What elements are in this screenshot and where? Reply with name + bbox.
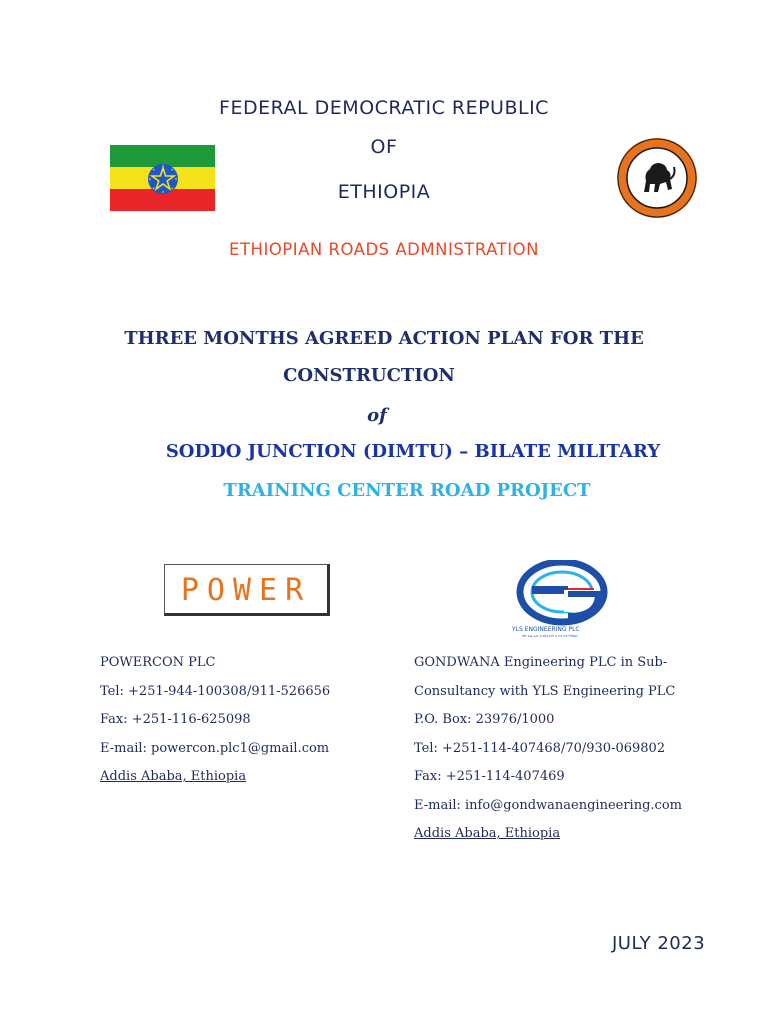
yls-logo-caption: YLS ENGINEERING PLC bbox=[512, 626, 580, 633]
header-line-1: FEDERAL DEMOCRATIC REPUBLIC bbox=[219, 97, 549, 119]
left-fax: Fax: +251-116-625098 bbox=[100, 712, 251, 727]
powercon-logo-text: POWER bbox=[180, 573, 312, 608]
left-tel: Tel: +251-944-100308/911-526656 bbox=[100, 684, 331, 699]
title-line-4: TRAINING CENTER ROAD PROJECT bbox=[223, 480, 591, 501]
right-email: E-mail: info@gondwanaengineering.com bbox=[414, 798, 682, 813]
left-company: POWERCON PLC bbox=[100, 655, 216, 670]
star-pentagram-icon bbox=[148, 164, 178, 194]
title-of: of bbox=[367, 405, 387, 426]
title-line-3: SODDO JUNCTION (DIMTU) – BILATE MILITARY bbox=[165, 441, 661, 462]
right-pobox: P.O. Box: 23976/1000 bbox=[414, 712, 555, 727]
right-city: Addis Ababa, Ethiopia bbox=[414, 826, 561, 841]
agency-name: ETHIOPIAN ROADS ADMNISTRATION bbox=[229, 240, 539, 259]
header-line-2: OF bbox=[370, 136, 398, 158]
header-line-3: ETHIOPIA bbox=[337, 181, 431, 203]
right-fax: Fax: +251-114-407469 bbox=[414, 769, 565, 784]
document-date: JULY 2023 bbox=[612, 933, 706, 954]
title-line-2: CONSTRUCTION bbox=[283, 365, 455, 386]
yls-logo-subcaption: ዋይ ኤል ኤስ ኢንጂነሪንግ ኃ.የተ.የግ.ማህበር bbox=[522, 634, 578, 638]
right-tel: Tel: +251-114-407468/70/930-069802 bbox=[414, 741, 666, 756]
era-seal-logo bbox=[616, 137, 698, 219]
powercon-logo bbox=[164, 564, 330, 616]
title-line-1: THREE MONTHS AGREED ACTION PLAN FOR THE bbox=[124, 328, 644, 349]
right-company-line-1: GONDWANA Engineering PLC in Sub- bbox=[414, 655, 668, 670]
left-city: Addis Ababa, Ethiopia bbox=[100, 769, 247, 784]
ethiopian-flag bbox=[110, 145, 215, 211]
left-email: E-mail: powercon.plc1@gmail.com bbox=[100, 741, 330, 756]
right-company-line-2: Consultancy with YLS Engineering PLC bbox=[414, 684, 676, 699]
